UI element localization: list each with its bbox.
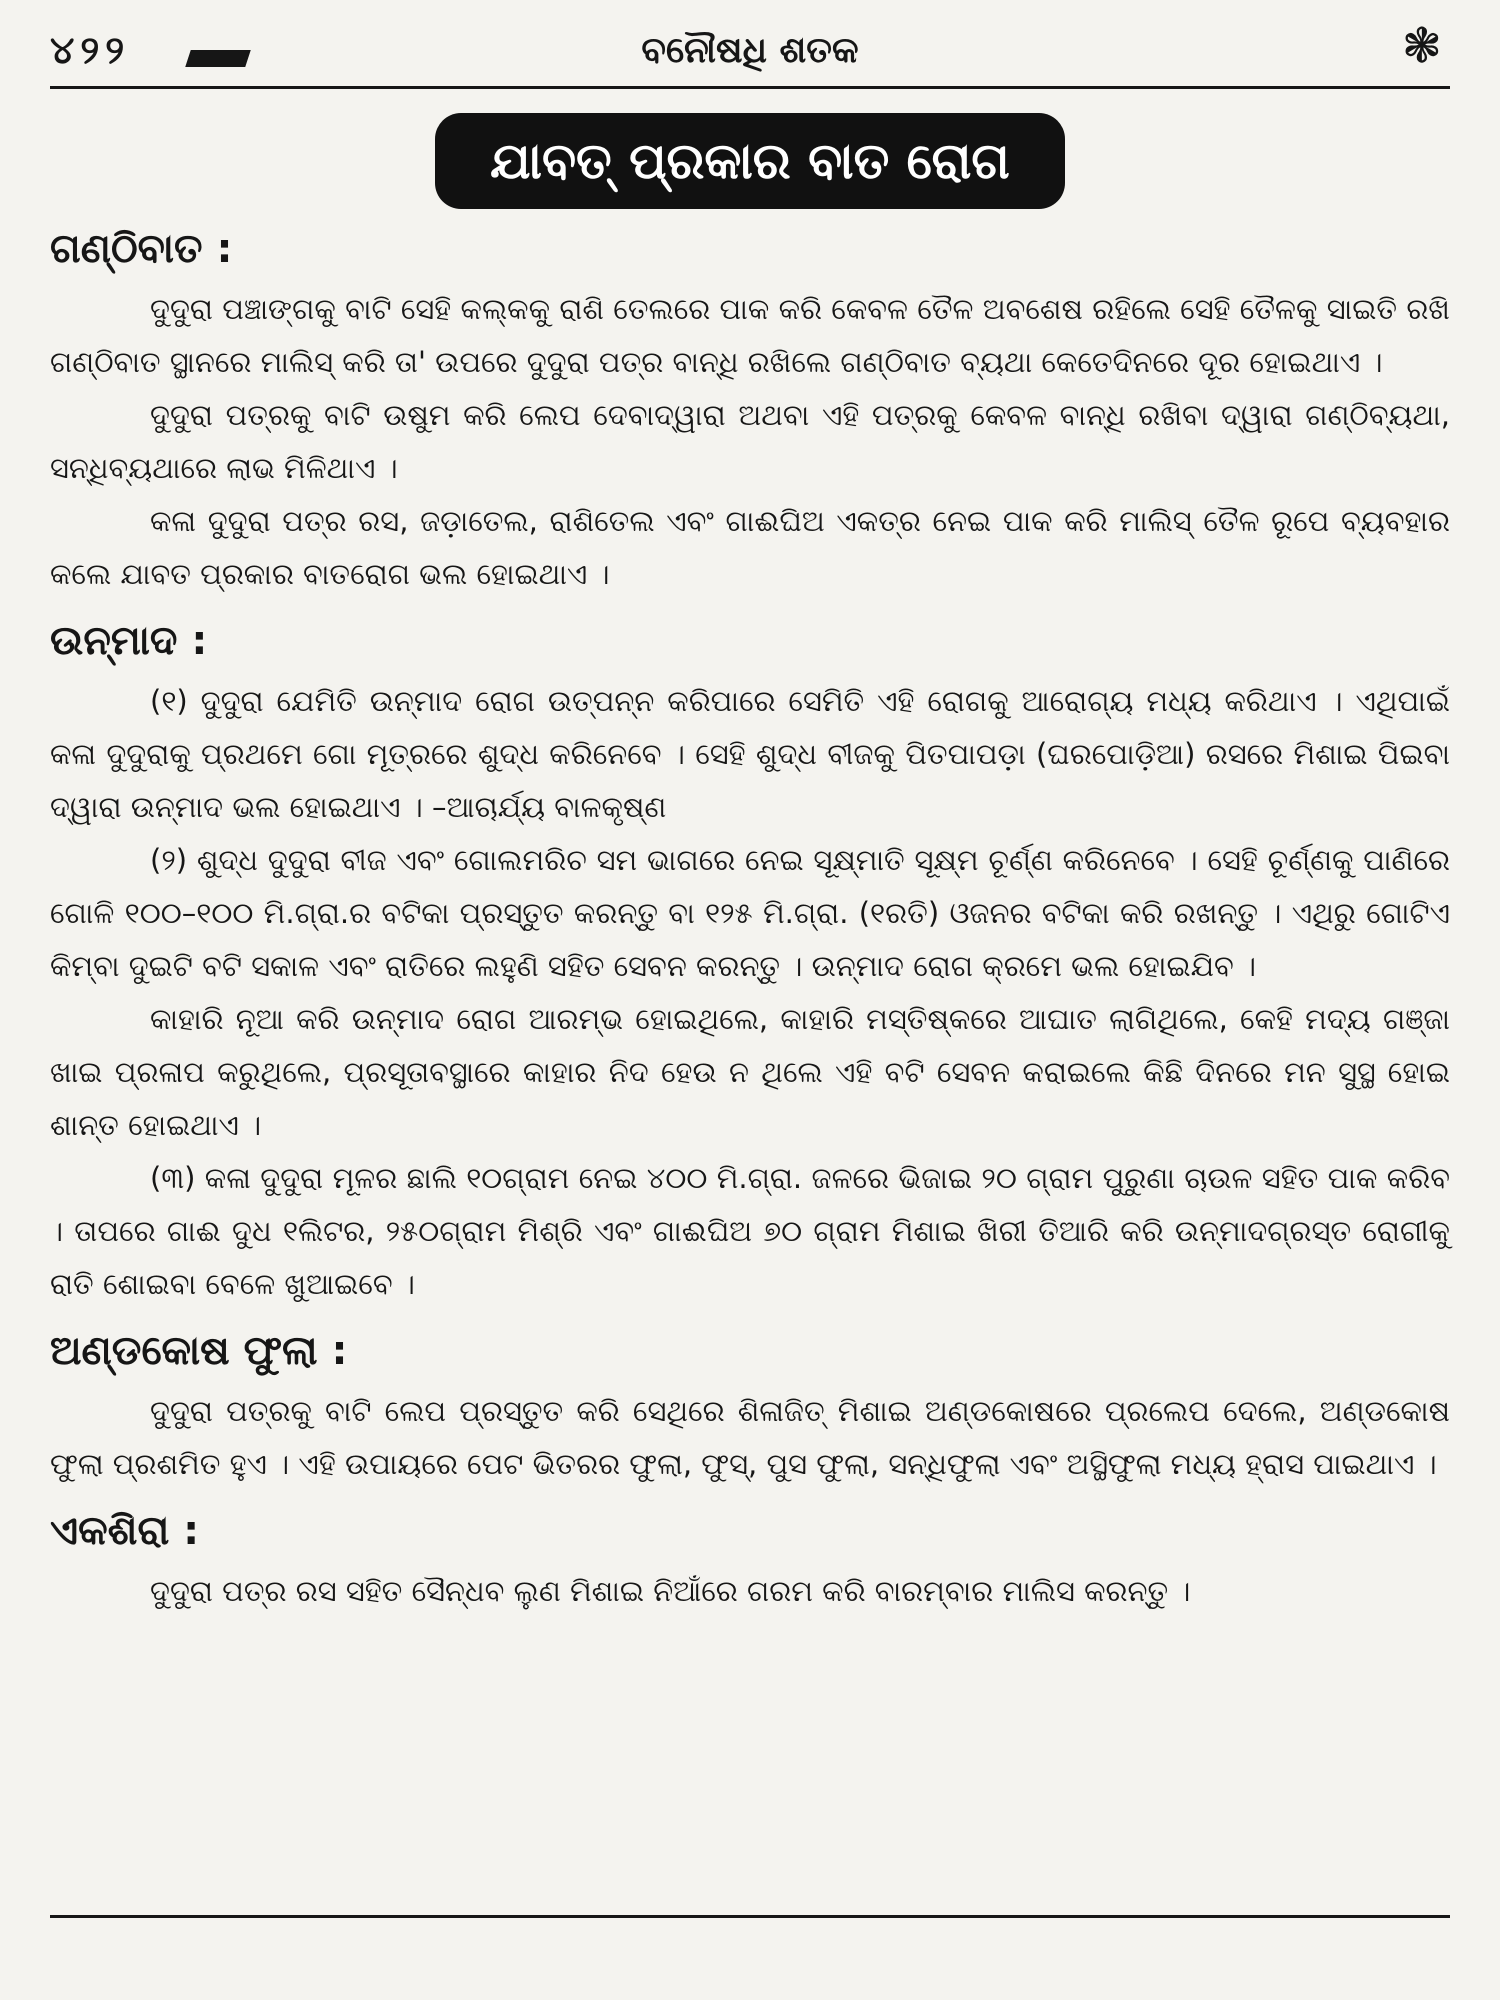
section-heading: ଗଣ୍ଠିବାତ : [50,226,233,272]
paragraph: କଳା ଦୁଦୁରା ପତ୍ର ରସ, ଜଡ଼ାତେଲ, ରାଶିତେଲ ଏବଂ ଗାଈଘିଅ ଏକତ୍ର ନେଇ ପାକ କରି ମାଲିସ୍ ତୈଳ ରୂପେ ବ୍ୟବହାର କଲେ ଯାବତ ପ୍ରକାର ବାତରୋଗ ଭଲ ହୋଇଥାଏ । [50,504,1450,591]
running-head [50,20,1450,86]
section-andakosha-phula [50,1323,1450,1491]
paragraph: ଦୁଦୁରା ପତ୍ର ରସ ସହିତ ସୈନ୍ଧବ ଲୁଣ ମିଶାଇ ନିଆଁରେ ଗରମ କରି ବାରମ୍ବାର ମାଲିସ କରନ୍ତୁ । [150,1574,1191,1608]
section-unmada [50,613,1450,1311]
footer-rule [50,1915,1450,1918]
section-ekashira [50,1503,1450,1618]
paragraph: କାହାରି ନୂଆ କରି ଉନ୍ମାଦ ରୋଗ ଆରମ୍ଭ ହୋଇଥିଲେ, କାହାରି ମସ୍ତିଷ୍କରେ ଆଘାତ ଲାଗିଥିଲେ, କେହି ମଦ୍ୟ ଗଞ୍ଜା ଖାଇ ପ୍ରଳାପ କରୁଥିଲେ, ପ୍ରସୂତାବସ୍ଥାରେ କାହାର ନିଦ ହେଉ ନ ଥିଲେ ଏହି ବଟି ସେବନ କରାଇଲେ କିଛି ଦିନରେ ମନ ସୁସ୍ଥ ହୋଇ ଶାନ୍ତ ହୋଇଥାଏ । [50,1002,1450,1142]
page [50,20,1450,1618]
paragraph: ଦୁଦୁରା ପଞ୍ଚାଙ୍ଗକୁ ବାଟି ସେହି କଲ୍କକୁ ରାଶି ତେଲରେ ପାକ କରି କେବଳ ତୈଳ ଅବଶେଷ ରହିଲେ ସେହି ତୈଳକୁ ସାଇତି ରଖି ଗଣ୍ଠିବାତ ସ୍ଥାନରେ ମାଲିସ୍ କରି ତା' ଉପରେ ଦୁଦୁରା ପତ୍ର ବାନ୍ଧି ରଖିଲେ ଗଣ୍ଠିବାତ ବ୍ୟଥା କେତେଦିନରେ ଦୂର ହୋଇଥାଏ । [50,292,1450,379]
paragraph: ଦୁଦୁରା ପତ୍ରକୁ ବାଟି ଉଷୁମ କରି ଲେପ ଦେବାଦ୍ୱାରା ଅଥବା ଏହି ପତ୍ରକୁ କେବଳ ବାନ୍ଧି ରଖିବା ଦ୍ୱାରା ଗଣ୍ଠିବ୍ୟଥା, ସନ୍ଧିବ୍ୟଥାରେ ଲାଭ ମିଳିଥାଏ । [50,398,1450,485]
section-heading: ଉନ୍ମାଦ : [50,618,208,664]
section-heading: ଅଣ୍ଡକୋଷ ଫୁଲା : [50,1328,348,1374]
chapter-title: ଯାବତ୍ ପ୍ରକାର ବାତ ରୋଗ [435,113,1065,209]
section-heading: ଏକଶିରା : [50,1508,200,1554]
paragraph: (୩) କଳା ଦୁଦୁରା ମୂଳର ଛାଲି ୧୦ଗ୍ରାମ ନେଇ ୪୦୦ ମି.ଗ୍ରା. ଜଳରେ ଭିଜାଇ ୨୦ ଗ୍ରାମ ପୁରୁଣା ଚାଉଳ ସହିତ ପାକ କରିବ । ତାପରେ ଗାଈ ଦୁଧ ୧ଲିଟର, ୨୫୦ଗ୍ରାମ ମିଶ୍ରି ଏବଂ ଗାଈଘିଅ ୭୦ ଗ୍ରାମ ମିଶାଇ ଖିରୀ ତିଆରି କରି ଉନ୍ମାଦଗ୍ରସ୍ତ ରୋଗୀକୁ ରାତି ଶୋଇବା ବେଳେ ଖୁଆଇବେ । [50,1161,1450,1301]
paragraph: (୨) ଶୁଦ୍ଧ ଦୁଦୁରା ବୀଜ ଏବଂ ଗୋଲମରିଚ ସମ ଭାଗରେ ନେଇ ସୂକ୍ଷ୍ମାତି ସୂକ୍ଷ୍ମ ଚୂର୍ଣ୍ଣ କରିନେବେ । ସେହି ଚୂର୍ଣ୍ଣକୁ ପାଣିରେ ଗୋଳି ୧୦୦–୧୦୦ ମି.ଗ୍ରା.ର ବଟିକା ପ୍ରସ୍ତୁତ କରନ୍ତୁ ବା ୧୨୫ ମି.ଗ୍ରା. (୧ରତି) ଓଜନର ବଟିକା କରି ରଖନ୍ତୁ । ଏଥିରୁ ଗୋଟିଏ କିମ୍ବା ଦୁଇଟି ବଟି ସକାଳ ଏବଂ ରାତିରେ ଲହୁଣି ସହିତ ସେବନ କରନ୍ତୁ । ଉନ୍ମାଦ ରୋଗ କ୍ରମେ ଭଲ ହୋଇଯିବ । [50,843,1450,983]
header-rule [50,86,1450,89]
lotus-ornament-icon: ❃ [1401,18,1442,74]
paragraph: ଦୁଦୁରା ପତ୍ରକୁ ବାଟି ଲେପ ପ୍ରସ୍ତୁତ କରି ସେଥିରେ ଶିଳାଜିତ୍ ମିଶାଇ ଅଣ୍ଡକୋଷରେ ପ୍ରଲେପ ଦେଲେ, ଅଣ୍ଡକୋଷ ଫୁଲା ପ୍ରଶମିତ ହୁଏ । ଏହି ଉପାୟରେ ପେଟ ଭିତରର ଫୁଲା, ଫୁସ୍, ପୁସ ଫୁଲା, ସନ୍ଧିଫୁଲା ଏବଂ ଅସ୍ଥିଫୁଲା ମଧ୍ୟ ହ୍ରାସ ପାଇଥାଏ । [50,1394,1450,1481]
paragraph: (୧) ଦୁଦୁରା ଯେମିତି ଉନ୍ମାଦ ରୋଗ ଉତ୍ପନ୍ନ କରିପାରେ ସେମିତି ଏହି ରୋଗକୁ ଆରୋଗ୍ୟ ମଧ୍ୟ କରିଥାଏ । ଏଥିପାଇଁ କଳା ଦୁଦୁରାକୁ ପ୍ରଥମେ ଗୋ ମୂତ୍ରରେ ଶୁଦ୍ଧ କରିନେବେ । ସେହି ଶୁଦ୍ଧ ବୀଜକୁ ପିତପାପଡ଼ା (ଘରପୋଡ଼ିଆ) ରସରେ ମିଶାଇ ପିଇବା ଦ୍ୱାରା ଉନ୍ମାଦ ଭଲ ହୋଇଥାଏ । –ଆଚାର୍ଯ୍ୟ ବାଳକୃଷ୍ଣ [50,684,1450,824]
book-title: ବନୌଷଧି ଶତକ [641,30,859,71]
section-gandhibata [50,221,1450,601]
page-number: ୪୨୨ [50,28,131,72]
